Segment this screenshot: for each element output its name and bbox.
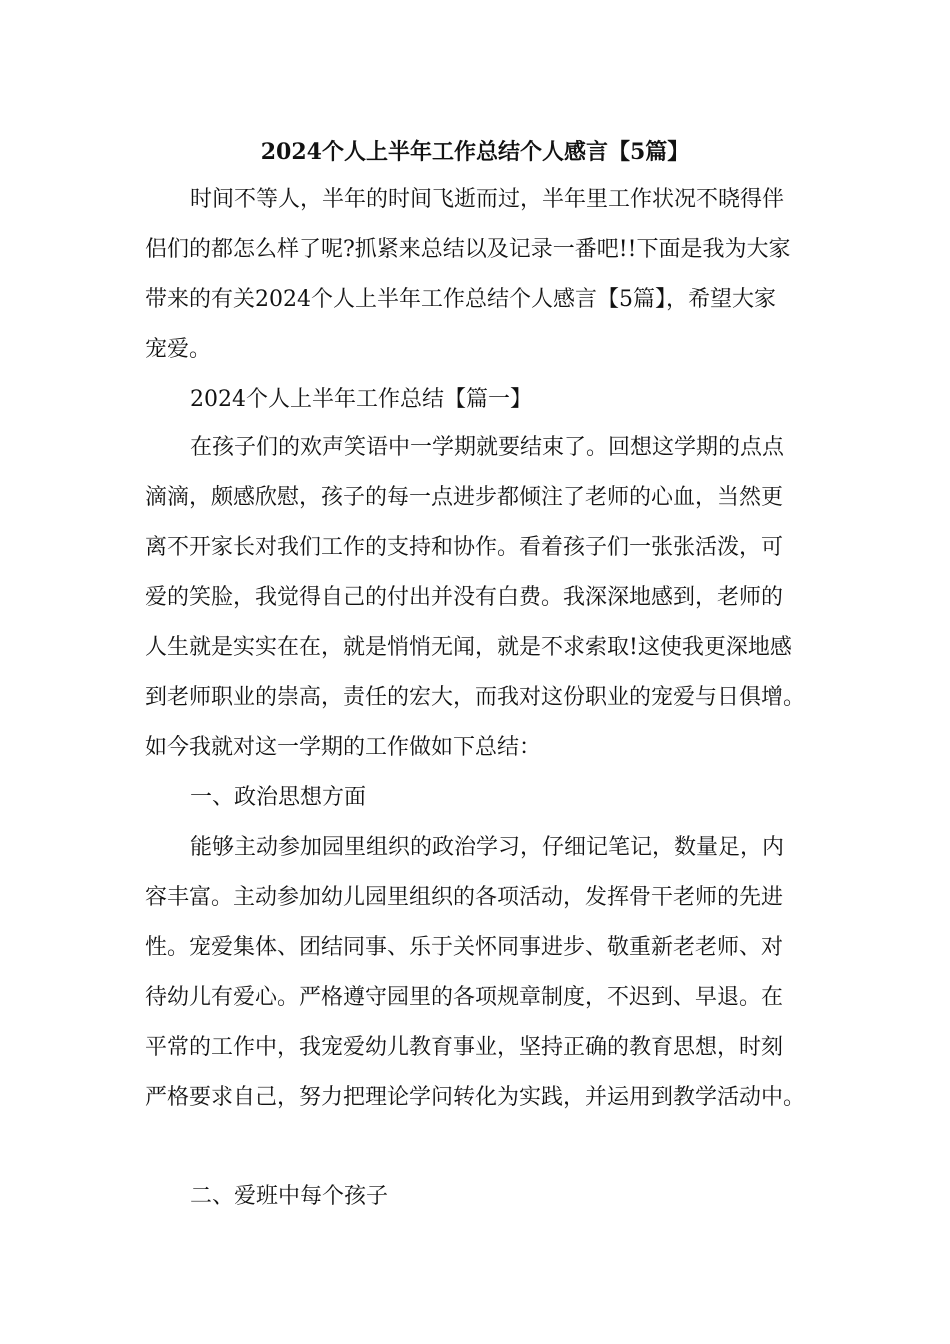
document-title: 2024个人上半年工作总结个人感言【5篇】: [260, 139, 690, 165]
text-line: 在孩子们的欢声笑语中一学期就要结束了。回想这学期的点点: [190, 435, 785, 460]
text-line: 侣们的都怎么样了呢?抓紧来总结以及记录一番吧!!下面是我为大家: [145, 237, 791, 262]
subheading-text: 二、爱班中每个孩子: [190, 1184, 389, 1209]
text-line: 时间不等人，半年的时间飞逝而过，半年里工作状况不晓得伴: [190, 187, 785, 212]
text-line: 严格要求自己，努力把理论学问转化为实践，并运用到教学活动中。: [145, 1085, 806, 1110]
text-line: 滴滴，颇感欣慰，孩子的每一点进步都倾注了老师的心血，当然更: [145, 485, 784, 510]
text-line: 到老师职业的崇高，责任的宏大，而我对这份职业的宠爱与日俱增。: [145, 685, 806, 710]
intro-paragraph: [145, 175, 810, 375]
section-heading-text: 2024个人上半年工作总结【篇一】: [190, 387, 532, 412]
text-line: 人生就是实实在在，就是悄悄无闻，就是不求索取!这使我更深地感: [145, 635, 792, 660]
text-line: 宠爱。: [145, 337, 212, 362]
text-line: 待幼儿有爱心。严格遵守园里的各项规章制度，不迟到、早退。在: [145, 985, 784, 1010]
text-line: 带来的有关2024个人上半年工作总结个人感言【5篇】，希望大家: [145, 287, 776, 312]
text-line: 爱的笑脸，我觉得自己的付出并没有白费。我深深地感到，老师的: [145, 585, 784, 610]
paragraph-1: [145, 423, 810, 773]
text-line: 如今我就对这一学期的工作做如下总结：: [145, 735, 542, 760]
paragraph-2: [145, 823, 810, 1123]
subheading-text: 一、政治思想方面: [190, 785, 367, 810]
text-line: 容丰富。主动参加幼儿园里组织的各项活动，发挥骨干老师的先进: [145, 885, 784, 910]
text-line: 性。宠爱集体、团结同事、乐于关怀同事进步、敬重新老老师、对: [145, 935, 784, 960]
section-heading: [145, 375, 810, 425]
text-line: 离不开家长对我们工作的支持和协作。看着孩子们一张张活泼，可: [145, 535, 784, 560]
subheading-2: [145, 1172, 810, 1222]
text-line: 能够主动参加园里组织的政治学习，仔细记笔记，数量足，内: [190, 835, 785, 860]
subheading-1: [145, 773, 810, 823]
text-line: 平常的工作中，我宠爱幼儿教育事业，坚持正确的教育思想，时刻: [145, 1035, 784, 1060]
